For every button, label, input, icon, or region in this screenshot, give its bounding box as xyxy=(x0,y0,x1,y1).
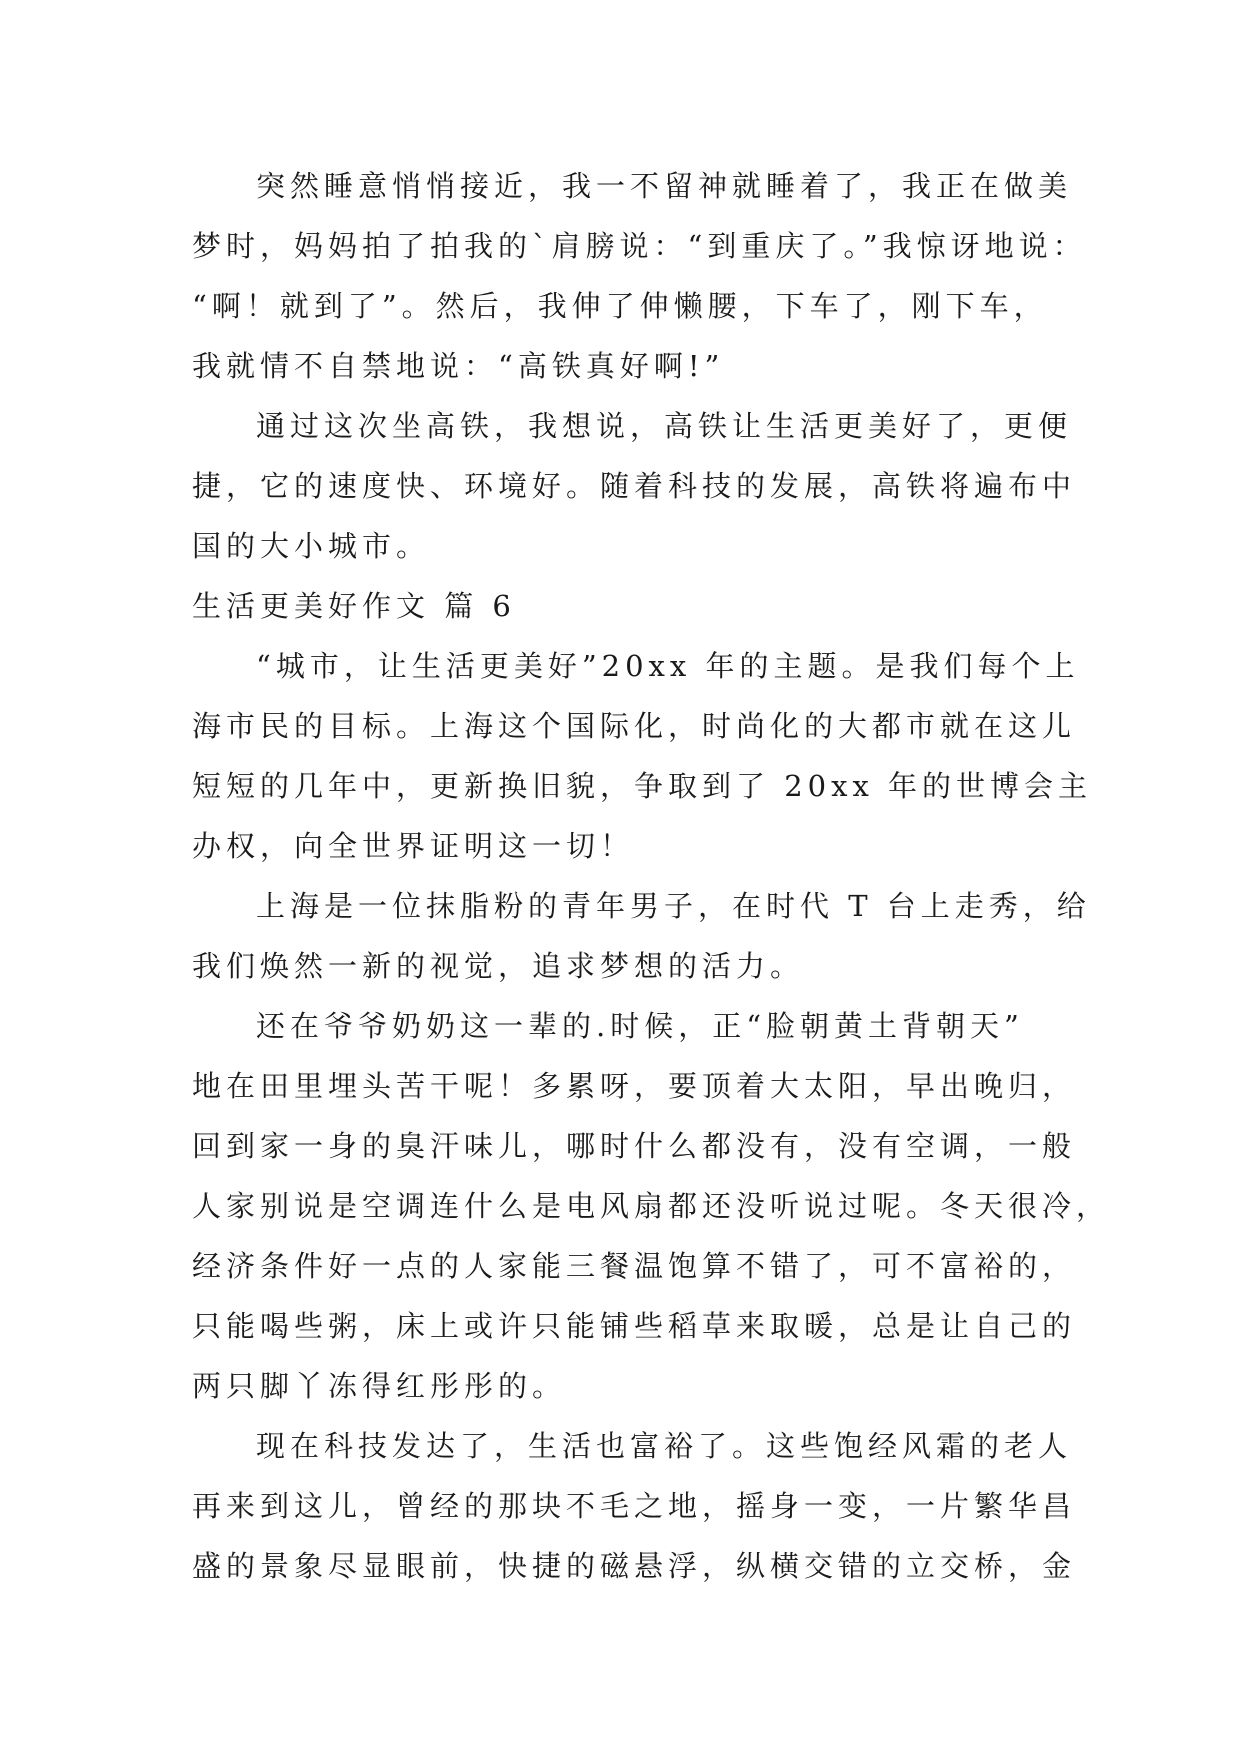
paragraph-line: 办权，向全世界证明这一切！ xyxy=(192,829,635,863)
paragraph-line: 人家别说是空调连什么是电风扇都还没听说过呢。冬天很冷， xyxy=(192,1189,1111,1223)
paragraph-line: 捷，它的速度快、环境好。随着科技的发展，高铁将遍布中 xyxy=(192,469,1077,503)
paragraph-line: 只能喝些粥，床上或许只能铺些稻草来取暖，总是让自己的 xyxy=(192,1309,1077,1343)
paragraph-line: 我就情不自禁地说：“高铁真好啊!” xyxy=(192,349,725,383)
paragraph-line: 两只脚丫冻得红彤彤的。 xyxy=(192,1369,567,1403)
paragraph-line: 盛的景象尽显眼前，快捷的磁悬浮，纵横交错的立交桥，金 xyxy=(192,1549,1077,1583)
section-heading: 生活更美好作文 篇 6 xyxy=(192,589,516,623)
paragraph-line: 突然睡意悄悄接近，我一不留神就睡着了，我正在做美 xyxy=(256,169,1073,203)
paragraph-line: 回到家一身的臭汗味儿，哪时什么都没有，没有空调，一般 xyxy=(192,1129,1077,1163)
paragraph-line: 现在科技发达了，生活也富裕了。这些饱经风霜的老人 xyxy=(256,1429,1073,1463)
paragraph-line: “啊！就到了”。然后，我伸了伸懒腰，下车了，刚下车， xyxy=(192,289,1048,323)
paragraph-line: 国的大小城市。 xyxy=(192,529,431,563)
paragraph-line: 通过这次坐高铁，我想说，高铁让生活更美好了，更便 xyxy=(256,409,1073,443)
paragraph-line: 梦时，妈妈拍了拍我的`肩膀说：“到重庆了。”我惊讶地说： xyxy=(192,229,1087,263)
paragraph-line: 再来到这儿，曾经的那块不毛之地，摇身一变，一片繁华昌 xyxy=(192,1489,1077,1523)
paragraph-line: 海市民的目标。上海这个国际化，时尚化的大都市就在这儿 xyxy=(192,709,1077,743)
paragraph-line: 上海是一位抹脂粉的青年男子，在时代 T 台上走秀，给 xyxy=(256,889,1091,923)
paragraph-line: 还在爷爷奶奶这一辈的.时候，正“脸朝黄土背朝天” xyxy=(256,1009,1024,1043)
paragraph-line: “城市，让生活更美好”20xx 年的主题。是我们每个上 xyxy=(256,649,1080,683)
paragraph-line: 经济条件好一点的人家能三餐温饱算不错了，可不富裕的， xyxy=(192,1249,1077,1283)
paragraph-line: 我们焕然一新的视觉，追求梦想的活力。 xyxy=(192,949,805,983)
paragraph-line: 短短的几年中，更新换旧貌，争取到了 20xx 年的世博会主 xyxy=(192,769,1093,803)
paragraph-line: 地在田里埋头苦干呢！多累呀，要顶着大太阳，早出晚归， xyxy=(192,1069,1077,1103)
